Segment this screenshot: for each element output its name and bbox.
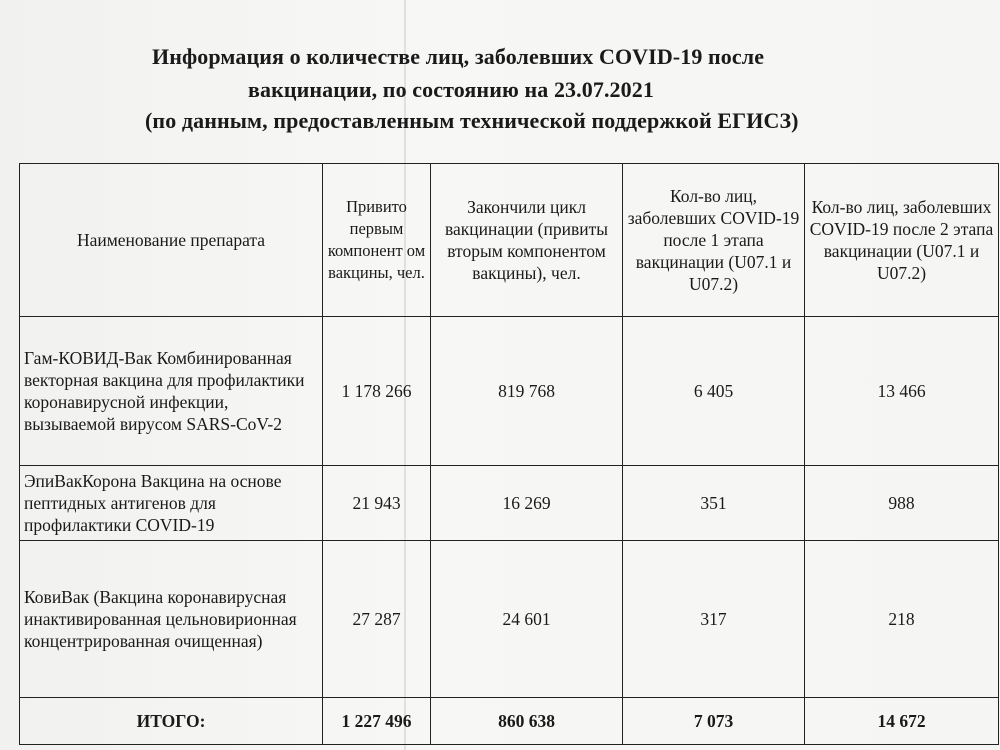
header-drug-name: Наименование препарата	[20, 164, 323, 317]
drug-name: КовиВак (Вакцина коронавирусная инактивированная цельновирионная концентрированная очищенная)	[20, 541, 323, 698]
header-sick-after-stage-1: Кол-во лиц, заболевших COVID-19 после 1 этапа вакцинации (U07.1 и U07.2)	[623, 164, 805, 317]
completed-count: 819 768	[431, 317, 623, 466]
total-label: ИТОГО:	[20, 698, 323, 745]
sick-after-stage-2: 988	[805, 466, 999, 541]
completed-count: 24 601	[431, 541, 623, 698]
vaccination-table	[19, 163, 999, 745]
completed-count: 16 269	[431, 466, 623, 541]
table-row	[20, 317, 999, 466]
sick-after-stage-2: 13 466	[805, 317, 999, 466]
total-sick-after-stage-2: 14 672	[805, 698, 999, 745]
total-sick-after-stage-1: 7 073	[623, 698, 805, 745]
document-title-line-3: (по данным, предоставленным технической поддержкой ЕГИСЗ)	[145, 108, 799, 133]
table-header-row	[20, 164, 999, 317]
total-first-dose: 1 227 496	[323, 698, 431, 745]
total-completed: 860 638	[431, 698, 623, 745]
drug-name: ЭпиВакКорона Вакцина на основе пептидных антигенов для профилактики COVID-19	[20, 466, 323, 541]
header-completed: Закончили цикл вакцинации (привиты вторым компонентом вакцины), чел.	[431, 164, 623, 317]
first-dose-count: 1 178 266	[323, 317, 431, 466]
table-total-row	[20, 698, 999, 745]
table-row	[20, 466, 999, 541]
document-title-line-2: вакцинации, по состоянию на 23.07.2021	[248, 77, 654, 102]
sick-after-stage-1: 351	[623, 466, 805, 541]
first-dose-count: 21 943	[323, 466, 431, 541]
drug-name: Гам-КОВИД-Вак Комбинированная векторная вакцина для профилактики коронавирусной инфекции, вызываемой вирусом SARS-CoV-2	[20, 317, 323, 466]
header-first-dose: Привито первым компонент ом вакцины, чел.	[323, 164, 431, 317]
first-dose-count: 27 287	[323, 541, 431, 698]
sick-after-stage-2: 218	[805, 541, 999, 698]
document-title-line-1: Информация о количестве лиц, заболевших COVID-19 после	[152, 44, 765, 69]
sick-after-stage-1: 317	[623, 541, 805, 698]
sick-after-stage-1: 6 405	[623, 317, 805, 466]
header-sick-after-stage-2: Кол-во лиц, заболевших COVID-19 после 2 этапа вакцинации (U07.1 и U07.2)	[805, 164, 999, 317]
table-row	[20, 541, 999, 698]
